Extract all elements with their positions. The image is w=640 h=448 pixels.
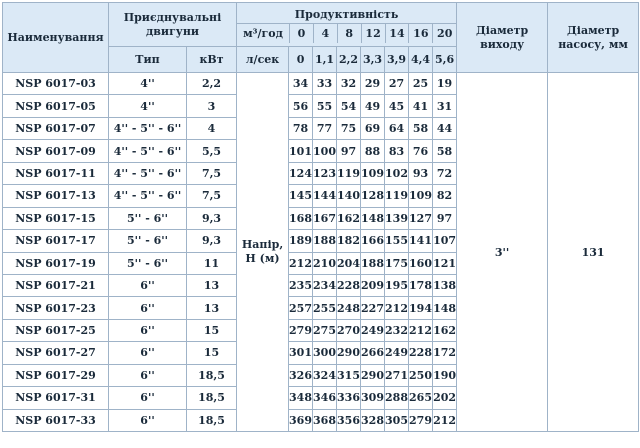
flow-m3h-cell: 16 xyxy=(409,24,433,43)
motor-kw-cell: 15 xyxy=(187,319,237,341)
head-value-cell: 34 xyxy=(289,73,313,95)
head-value-cell: 166 xyxy=(361,230,385,252)
head-value-cell: 88 xyxy=(361,140,385,162)
head-value-cell: 212 xyxy=(385,297,409,319)
motor-type-cell: 4'' xyxy=(109,73,187,95)
head-value-cell: 64 xyxy=(385,117,409,139)
head-value-cell: 148 xyxy=(433,297,457,319)
model-name-cell: NSP 6017-11 xyxy=(3,162,109,184)
model-name-cell: NSP 6017-31 xyxy=(3,387,109,409)
head-value-cell: 175 xyxy=(385,252,409,274)
head-value-cell: 232 xyxy=(385,319,409,341)
head-value-cell: 32 xyxy=(337,73,361,95)
head-value-cell: 144 xyxy=(313,185,337,207)
head-value-cell: 279 xyxy=(409,409,433,431)
flow-m3h-cell: 14 xyxy=(386,24,410,43)
motor-type-cell: 6'' xyxy=(109,364,187,386)
motor-kw-cell: 9,3 xyxy=(187,207,237,229)
header-outlet-diameter: Діаметр виходу xyxy=(457,3,548,73)
pump-diameter-value: 131 xyxy=(548,73,639,432)
motor-type-cell: 5'' - 6'' xyxy=(109,230,187,252)
motor-kw-cell: 2,2 xyxy=(187,73,237,95)
head-value-cell: 188 xyxy=(361,252,385,274)
head-value-cell: 27 xyxy=(385,73,409,95)
motor-type-cell: 6'' xyxy=(109,409,187,431)
head-value-cell: 162 xyxy=(433,319,457,341)
motor-type-cell: 6'' xyxy=(109,342,187,364)
head-value-cell: 235 xyxy=(289,274,313,296)
header-name: Наименування xyxy=(3,3,109,73)
head-value-cell: 56 xyxy=(289,95,313,117)
head-value-cell: 128 xyxy=(361,185,385,207)
motor-kw-cell: 7,5 xyxy=(187,162,237,184)
motor-kw-cell: 18,5 xyxy=(187,387,237,409)
motor-kw-cell: 15 xyxy=(187,342,237,364)
head-value-cell: 178 xyxy=(409,274,433,296)
table-body xyxy=(3,73,639,432)
motor-type-cell: 6'' xyxy=(109,297,187,319)
flow-ls-cell: 1,1 xyxy=(313,47,337,73)
model-name-cell: NSP 6017-21 xyxy=(3,274,109,296)
head-value-cell: 145 xyxy=(289,185,313,207)
head-value-cell: 188 xyxy=(313,230,337,252)
model-name-cell: NSP 6017-05 xyxy=(3,95,109,117)
motor-kw-cell: 13 xyxy=(187,274,237,296)
head-value-cell: 78 xyxy=(289,117,313,139)
motor-kw-cell: 13 xyxy=(187,297,237,319)
head-value-cell: 290 xyxy=(337,342,361,364)
head-value-cell: 45 xyxy=(385,95,409,117)
head-value-cell: 210 xyxy=(313,252,337,274)
flow-ls-cell: 5,6 xyxy=(433,47,457,73)
head-value-cell: 140 xyxy=(337,185,361,207)
head-value-cell: 346 xyxy=(313,387,337,409)
head-value-cell: 368 xyxy=(313,409,337,431)
motor-type-cell: 4'' xyxy=(109,95,187,117)
head-value-cell: 204 xyxy=(337,252,361,274)
motor-kw-cell: 3 xyxy=(187,95,237,117)
head-value-cell: 182 xyxy=(337,230,361,252)
head-value-cell: 77 xyxy=(313,117,337,139)
flow-m3h-cell: 4 xyxy=(314,24,338,43)
head-value-cell: 228 xyxy=(409,342,433,364)
head-value-cell: 172 xyxy=(433,342,457,364)
head-value-cell: 202 xyxy=(433,387,457,409)
head-value-cell: 212 xyxy=(289,252,313,274)
motor-kw-cell: 7,5 xyxy=(187,185,237,207)
head-value-cell: 212 xyxy=(433,409,457,431)
head-value-cell: 249 xyxy=(385,342,409,364)
head-value-cell: 212 xyxy=(409,319,433,341)
motor-type-cell: 6'' xyxy=(109,274,187,296)
motor-type-cell: 5'' - 6'' xyxy=(109,207,187,229)
flow-m3h-cell: 20 xyxy=(437,27,453,40)
flow-ls-unit: л/сек xyxy=(237,47,289,73)
head-value-cell: 107 xyxy=(433,230,457,252)
head-value-cell: 49 xyxy=(361,95,385,117)
head-value-cell: 248 xyxy=(337,297,361,319)
head-value-cell: 288 xyxy=(385,387,409,409)
head-value-cell: 189 xyxy=(289,230,313,252)
flow-ls-cell: 3,9 xyxy=(385,47,409,73)
head-value-cell: 101 xyxy=(289,140,313,162)
head-value-cell: 194 xyxy=(409,297,433,319)
head-value-cell: 25 xyxy=(409,73,433,95)
flow-m3h-row xyxy=(237,24,456,43)
header-kw: кВт xyxy=(187,47,237,73)
head-value-cell: 209 xyxy=(361,274,385,296)
head-value-cell: 97 xyxy=(337,140,361,162)
head-value-cell: 102 xyxy=(385,162,409,184)
head-value-cell: 315 xyxy=(337,364,361,386)
outlet-diameter-value: 3'' xyxy=(457,73,548,432)
head-value-cell: 162 xyxy=(337,207,361,229)
head-value-cell: 228 xyxy=(337,274,361,296)
head-value-cell: 138 xyxy=(433,274,457,296)
head-value-cell: 72 xyxy=(433,162,457,184)
motor-kw-cell: 4 xyxy=(187,117,237,139)
header-pump-diameter: Діаметр насосу, мм xyxy=(548,3,639,73)
flow-m3h-cell: 0 xyxy=(290,24,314,43)
head-value-cell: 33 xyxy=(313,73,337,95)
head-value-cell: 250 xyxy=(409,364,433,386)
motor-type-cell: 4'' - 5'' - 6'' xyxy=(109,162,187,184)
head-value-cell: 93 xyxy=(409,162,433,184)
head-value-cell: 29 xyxy=(361,73,385,95)
head-value-cell: 227 xyxy=(361,297,385,319)
header-motors: Приєднувальні двигуни xyxy=(109,3,237,47)
head-value-cell: 100 xyxy=(313,140,337,162)
model-name-cell: NSP 6017-17 xyxy=(3,230,109,252)
header-productivity-title: Продуктивність xyxy=(236,6,457,24)
flow-ls-cell: 4,4 xyxy=(409,47,433,73)
head-value-cell: 44 xyxy=(433,117,457,139)
head-value-cell: 83 xyxy=(385,140,409,162)
head-value-cell: 275 xyxy=(313,319,337,341)
motor-type-cell: 6'' xyxy=(109,319,187,341)
header-productivity xyxy=(237,3,457,47)
head-value-cell: 155 xyxy=(385,230,409,252)
head-value-cell: 300 xyxy=(313,342,337,364)
pump-spec-table xyxy=(2,2,639,432)
model-name-cell: NSP 6017-15 xyxy=(3,207,109,229)
head-value-cell: 109 xyxy=(409,185,433,207)
head-value-cell: 336 xyxy=(337,387,361,409)
model-name-cell: NSP 6017-27 xyxy=(3,342,109,364)
head-value-cell: 119 xyxy=(337,162,361,184)
head-value-cell: 121 xyxy=(433,252,457,274)
head-label-cell: Напір, Н (м) xyxy=(237,73,289,432)
head-value-cell: 141 xyxy=(409,230,433,252)
motor-kw-cell: 9,3 xyxy=(187,230,237,252)
head-value-cell: 265 xyxy=(409,387,433,409)
head-value-cell: 160 xyxy=(409,252,433,274)
model-name-cell: NSP 6017-19 xyxy=(3,252,109,274)
motor-type-cell: 4'' - 5'' - 6'' xyxy=(109,185,187,207)
head-value-cell: 348 xyxy=(289,387,313,409)
head-value-cell: 271 xyxy=(385,364,409,386)
header-type: Тип xyxy=(109,47,187,73)
model-name-cell: NSP 6017-25 xyxy=(3,319,109,341)
head-value-cell: 97 xyxy=(433,207,457,229)
head-value-cell: 255 xyxy=(313,297,337,319)
head-value-cell: 270 xyxy=(337,319,361,341)
model-name-cell: NSP 6017-13 xyxy=(3,185,109,207)
head-value-cell: 257 xyxy=(289,297,313,319)
head-value-cell: 109 xyxy=(361,162,385,184)
head-value-cell: 301 xyxy=(289,342,313,364)
head-value-cell: 328 xyxy=(361,409,385,431)
head-value-cell: 234 xyxy=(313,274,337,296)
head-value-cell: 148 xyxy=(361,207,385,229)
head-value-cell: 76 xyxy=(409,140,433,162)
model-name-cell: NSP 6017-07 xyxy=(3,117,109,139)
head-value-cell: 82 xyxy=(433,185,457,207)
motor-type-cell: 4'' - 5'' - 6'' xyxy=(109,117,187,139)
head-value-cell: 55 xyxy=(313,95,337,117)
table-row xyxy=(3,73,639,95)
head-value-cell: 54 xyxy=(337,95,361,117)
head-value-cell: 324 xyxy=(313,364,337,386)
head-value-cell: 139 xyxy=(385,207,409,229)
head-value-cell: 168 xyxy=(289,207,313,229)
head-value-cell: 58 xyxy=(409,117,433,139)
flow-ls-cell: 0 xyxy=(289,47,313,73)
head-value-cell: 69 xyxy=(361,117,385,139)
head-value-cell: 305 xyxy=(385,409,409,431)
flow-m3h-cell: 12 xyxy=(362,24,386,43)
motor-type-cell: 4'' - 5'' - 6'' xyxy=(109,140,187,162)
head-value-cell: 190 xyxy=(433,364,457,386)
head-value-cell: 31 xyxy=(433,95,457,117)
head-value-cell: 19 xyxy=(433,73,457,95)
head-value-cell: 58 xyxy=(433,140,457,162)
motor-kw-cell: 5,5 xyxy=(187,140,237,162)
head-value-cell: 326 xyxy=(289,364,313,386)
head-value-cell: 356 xyxy=(337,409,361,431)
head-value-cell: 195 xyxy=(385,274,409,296)
head-value-cell: 127 xyxy=(409,207,433,229)
flow-ls-cell: 2,2 xyxy=(337,47,361,73)
head-value-cell: 167 xyxy=(313,207,337,229)
head-value-cell: 369 xyxy=(289,409,313,431)
head-value-cell: 249 xyxy=(361,319,385,341)
motor-type-cell: 6'' xyxy=(109,387,187,409)
head-value-cell: 124 xyxy=(289,162,313,184)
motor-kw-cell: 11 xyxy=(187,252,237,274)
head-value-cell: 290 xyxy=(361,364,385,386)
head-value-cell: 123 xyxy=(313,162,337,184)
head-value-cell: 75 xyxy=(337,117,361,139)
flow-m3h-unit: м³/год xyxy=(237,24,290,43)
model-name-cell: NSP 6017-09 xyxy=(3,140,109,162)
head-value-cell: 309 xyxy=(361,387,385,409)
head-value-cell: 266 xyxy=(361,342,385,364)
head-value-cell: 41 xyxy=(409,95,433,117)
head-value-cell: 279 xyxy=(289,319,313,341)
motor-type-cell: 5'' - 6'' xyxy=(109,252,187,274)
motor-kw-cell: 18,5 xyxy=(187,364,237,386)
flow-m3h-cell: 8 xyxy=(338,24,362,43)
motor-kw-cell: 18,5 xyxy=(187,409,237,431)
model-name-cell: NSP 6017-29 xyxy=(3,364,109,386)
head-value-cell: 119 xyxy=(385,185,409,207)
model-name-cell: NSP 6017-03 xyxy=(3,73,109,95)
model-name-cell: NSP 6017-23 xyxy=(3,297,109,319)
model-name-cell: NSP 6017-33 xyxy=(3,409,109,431)
flow-ls-cell: 3,3 xyxy=(361,47,385,73)
